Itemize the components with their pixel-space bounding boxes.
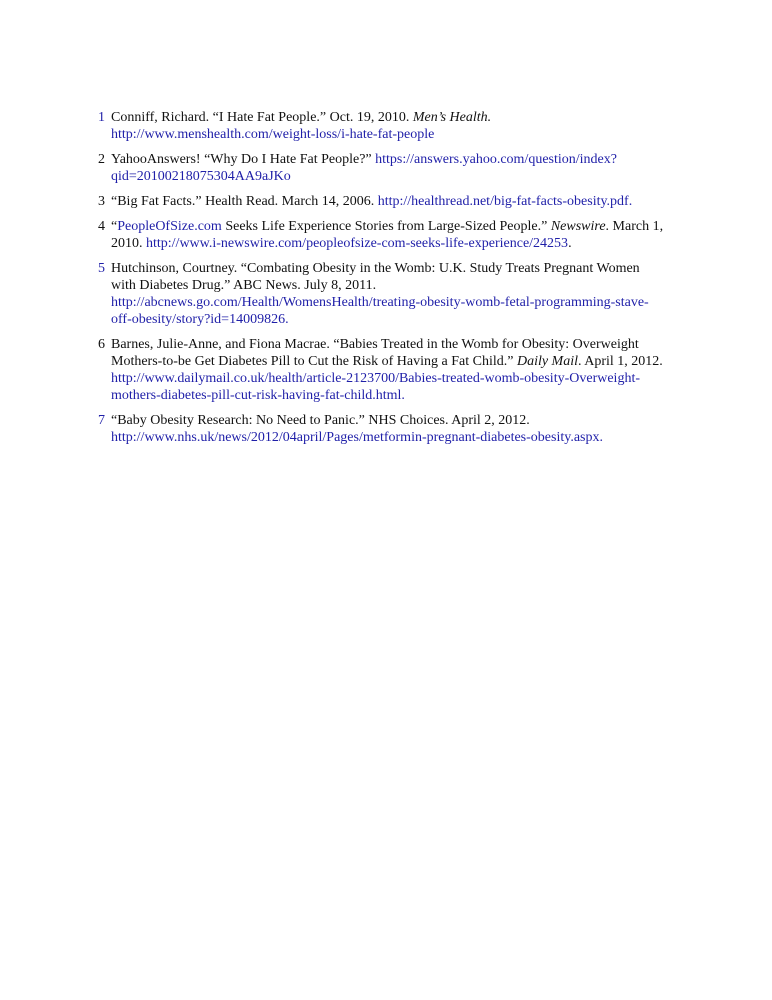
endnote-text-continued: Mothers-to-be Get Diabetes Pill to Cut the Risk of Having a Fat Child.”	[111, 354, 517, 369]
endnote-2	[97, 151, 687, 185]
endnote-number-link[interactable]: 1	[98, 110, 105, 125]
endnote-text: Barnes, Julie-Anne, and Fiona Macrae. “Babies Treated in the Womb for Obesity: Overweight	[111, 337, 639, 352]
endnote-url-tail: .	[285, 312, 289, 327]
endnote-url[interactable]: http://healthread.net/big-fat-facts-obesity.pdf	[377, 194, 629, 209]
endnote-text: “Big Fat Facts.” Health Read. March 14, 2006.	[111, 194, 378, 209]
endnote-url-tail: .	[599, 430, 603, 445]
endnote-number: 4	[98, 219, 105, 234]
endnote-publication: Daily Mail	[516, 354, 578, 369]
endnote-url-tail: .	[401, 388, 405, 403]
endnote-publication: Men’s Health.	[412, 110, 492, 125]
endnote-url[interactable]: http://www.i-newswire.com/peopleofsize-com-seeks-life-experience/24253	[146, 236, 569, 251]
endnote-6	[97, 336, 687, 404]
endnote-4	[97, 218, 687, 252]
endnote-url-continued[interactable]: off-obesity/story?id=14009826	[111, 312, 286, 327]
endnote-url-tail: .	[628, 194, 633, 209]
endnote-date: . April 1, 2012.	[578, 354, 663, 369]
endnote-number-link[interactable]: 5	[98, 261, 105, 276]
endnote-site-link[interactable]: PeopleOfSize.com	[117, 219, 222, 234]
endnote-text-continued: with Diabetes Drug.” ABC News. July 8, 2011.	[111, 278, 377, 293]
endnote-text: Hutchinson, Courtney. “Combating Obesity in the Womb: U.K. Study Treats Pregnant Women	[111, 261, 640, 276]
endnote-url-continued[interactable]: mothers-diabetes-pill-cut-risk-having-fat-child.html	[111, 388, 402, 403]
endnote-date: . March 1,	[605, 219, 664, 234]
endnote-url-continued[interactable]: qid=20100218075304AA9aJKo	[111, 169, 291, 184]
endnote-url[interactable]: http://abcnews.go.com/Health/WomensHealth/treating-obesity-womb-fetal-programming-stave-	[111, 295, 649, 310]
endnote-url[interactable]: http://www.menshealth.com/weight-loss/i-hate-fat-people	[111, 127, 435, 142]
endnote-number: 2	[98, 152, 105, 167]
endnote-text: “Baby Obesity Research: No Need to Panic.” NHS Choices. April 2, 2012.	[111, 413, 530, 428]
endnote-text: Conniff, Richard. “I Hate Fat People.” Oct. 19, 2010.	[111, 110, 413, 125]
endnote-7	[97, 412, 687, 446]
endnote-url[interactable]: https://answers.yahoo.com/question/index?	[375, 152, 617, 167]
endnote-3	[97, 193, 687, 210]
endnote-url-text: http://www.nhs.uk/news/2012/04april/Pages/metformin-pregnant-diabetes-obesity.aspx	[111, 430, 600, 445]
endnote-number-link[interactable]: 7	[98, 413, 105, 428]
endnote-text: Seeks Life Experience Stories from Large-Sized People.”	[221, 219, 551, 234]
endnote-date-continued: 2010.	[111, 236, 146, 251]
endnote-publication: Newswire	[550, 219, 606, 234]
endnotes-list	[97, 109, 687, 454]
endnote-number: 6	[98, 337, 105, 352]
endnote-1	[97, 109, 687, 143]
endnote-number: 3	[98, 194, 105, 209]
endnote-tail: .	[568, 236, 572, 251]
endnote-text: YahooAnswers! “Why Do I Hate Fat People?”	[111, 152, 376, 167]
endnote-quote-open: “	[111, 219, 118, 234]
endnote-url[interactable]: http://www.dailymail.co.uk/health/article-2123700/Babies-treated-womb-obesity-Overweight-	[111, 371, 640, 386]
endnote-url[interactable]	[111, 429, 687, 446]
endnote-5	[97, 260, 687, 328]
